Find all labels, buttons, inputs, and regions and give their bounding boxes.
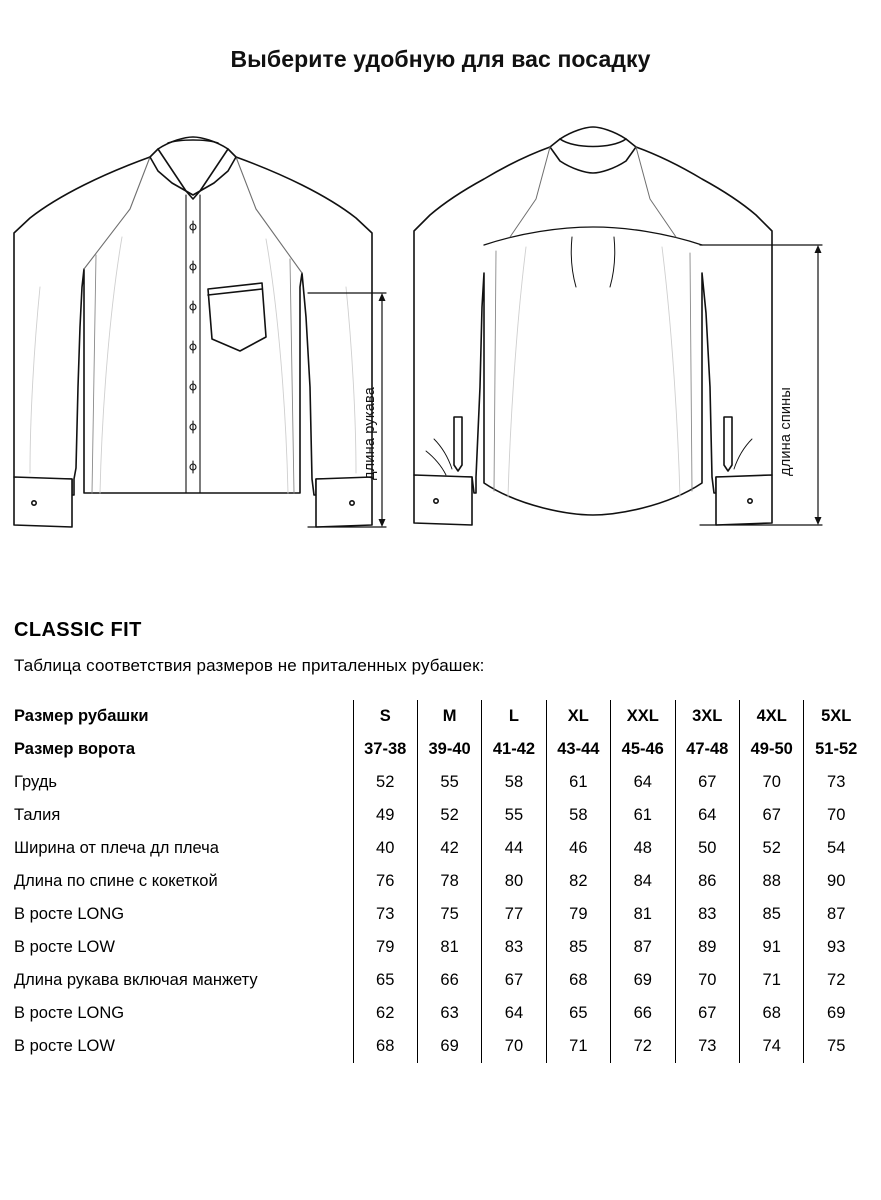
row-label: В росте LONG (14, 1004, 125, 1022)
cell-9-2: 64 (482, 997, 546, 1030)
table-row (14, 931, 868, 964)
cell-7-1: 81 (417, 931, 481, 964)
cell-7-4: 87 (611, 931, 676, 964)
cell-2-1: 55 (417, 766, 481, 799)
shirt-drawings-svg (0, 87, 881, 577)
cell-4-1: 42 (417, 832, 481, 865)
fit-name: CLASSIC FIT (14, 619, 142, 641)
cell-2-5: 67 (675, 766, 739, 799)
cell-2-2: 58 (482, 766, 546, 799)
row-label: Ширина от плеча дл плеча (14, 839, 219, 857)
row-label: Размер ворота (14, 740, 136, 758)
cell-3-7: 70 (804, 799, 868, 832)
cell-1-5: 47-48 (675, 733, 739, 766)
cell-0-1: M (417, 700, 481, 733)
table-row (14, 898, 868, 931)
cell-10-0: 68 (353, 1030, 417, 1063)
cell-9-4: 66 (611, 997, 676, 1030)
table-row (14, 799, 868, 832)
cell-7-6: 91 (739, 931, 803, 964)
cell-0-4: XXL (611, 700, 676, 733)
cell-9-5: 67 (675, 997, 739, 1030)
cell-6-6: 85 (739, 898, 803, 931)
cell-8-7: 72 (804, 964, 868, 997)
cell-8-6: 71 (739, 964, 803, 997)
cell-1-2: 41-42 (482, 733, 546, 766)
cell-10-4: 72 (611, 1030, 676, 1063)
shirt-illustration (0, 87, 881, 577)
row-label: В росте LOW (14, 1037, 115, 1055)
cell-8-4: 69 (611, 964, 676, 997)
cell-7-2: 83 (482, 931, 546, 964)
table-row (14, 865, 868, 898)
row-label: Длина по спине с кокеткой (14, 872, 218, 890)
cell-4-3: 46 (546, 832, 610, 865)
cell-9-1: 63 (417, 997, 481, 1030)
cell-5-5: 86 (675, 865, 739, 898)
cell-4-5: 50 (675, 832, 739, 865)
size-table-wrap (0, 700, 881, 1063)
back-length-label: длина спины (778, 387, 794, 476)
cell-3-4: 61 (611, 799, 676, 832)
cell-5-0: 76 (353, 865, 417, 898)
cell-10-1: 69 (417, 1030, 481, 1063)
cell-1-0: 37-38 (353, 733, 417, 766)
cell-1-4: 45-46 (611, 733, 676, 766)
cell-4-2: 44 (482, 832, 546, 865)
cell-9-0: 62 (353, 997, 417, 1030)
cell-4-7: 54 (804, 832, 868, 865)
cell-6-7: 87 (804, 898, 868, 931)
cell-0-6: 4XL (739, 700, 803, 733)
cell-1-3: 43-44 (546, 733, 610, 766)
page-title: Выберите удобную для вас посадку (230, 46, 651, 72)
table-row (14, 700, 868, 733)
cell-0-7: 5XL (804, 700, 868, 733)
cell-5-3: 82 (546, 865, 610, 898)
cell-1-6: 49-50 (739, 733, 803, 766)
cell-3-5: 64 (675, 799, 739, 832)
cell-6-4: 81 (611, 898, 676, 931)
size-table (14, 700, 868, 1063)
cell-3-0: 49 (353, 799, 417, 832)
table-row (14, 766, 868, 799)
cell-1-1: 39-40 (417, 733, 481, 766)
front-shirt (14, 137, 372, 527)
cell-5-7: 90 (804, 865, 868, 898)
row-label: В росте LONG (14, 905, 125, 923)
row-label: Талия (14, 806, 61, 824)
cell-4-4: 48 (611, 832, 676, 865)
cell-2-3: 61 (546, 766, 610, 799)
cell-8-0: 65 (353, 964, 417, 997)
table-row (14, 832, 868, 865)
cell-10-5: 73 (675, 1030, 739, 1063)
cell-10-7: 75 (804, 1030, 868, 1063)
fit-subtitle: Таблица соответствия размеров не приталенных рубашек: (14, 656, 485, 675)
cell-2-7: 73 (804, 766, 868, 799)
cell-6-1: 75 (417, 898, 481, 931)
cell-7-7: 93 (804, 931, 868, 964)
cell-9-7: 69 (804, 997, 868, 1030)
cell-10-2: 70 (482, 1030, 546, 1063)
cell-0-5: 3XL (675, 700, 739, 733)
cell-0-0: S (353, 700, 417, 733)
cell-6-3: 79 (546, 898, 610, 931)
cell-6-2: 77 (482, 898, 546, 931)
cell-8-2: 67 (482, 964, 546, 997)
cell-0-3: XL (546, 700, 610, 733)
row-label: В росте LOW (14, 938, 115, 956)
table-row (14, 733, 868, 766)
cell-10-6: 74 (739, 1030, 803, 1063)
cell-2-0: 52 (353, 766, 417, 799)
cell-3-6: 67 (739, 799, 803, 832)
cell-4-6: 52 (739, 832, 803, 865)
cell-5-6: 88 (739, 865, 803, 898)
cell-9-3: 65 (546, 997, 610, 1030)
cell-9-6: 68 (739, 997, 803, 1030)
cell-2-6: 70 (739, 766, 803, 799)
cell-5-2: 80 (482, 865, 546, 898)
cell-1-7: 51-52 (804, 733, 868, 766)
cell-8-5: 70 (675, 964, 739, 997)
table-row (14, 997, 868, 1030)
table-row (14, 1030, 868, 1063)
row-label: Грудь (14, 773, 57, 791)
cell-6-0: 73 (353, 898, 417, 931)
cell-7-3: 85 (546, 931, 610, 964)
cell-4-0: 40 (353, 832, 417, 865)
cell-3-3: 58 (546, 799, 610, 832)
back-shirt (414, 127, 772, 525)
cell-5-1: 78 (417, 865, 481, 898)
cell-6-5: 83 (675, 898, 739, 931)
cell-10-3: 71 (546, 1030, 610, 1063)
cell-7-0: 79 (353, 931, 417, 964)
cell-2-4: 64 (611, 766, 676, 799)
cell-8-3: 68 (546, 964, 610, 997)
table-row (14, 964, 868, 997)
cell-7-5: 89 (675, 931, 739, 964)
row-label: Длина рукава включая манжету (14, 971, 258, 989)
fit-section (0, 577, 881, 676)
cell-0-2: L (482, 700, 546, 733)
row-label: Размер рубашки (14, 707, 149, 725)
cell-3-1: 52 (417, 799, 481, 832)
cell-8-1: 66 (417, 964, 481, 997)
cell-3-2: 55 (482, 799, 546, 832)
sleeve-length-label: длина рукава (362, 387, 378, 481)
cell-5-4: 84 (611, 865, 676, 898)
